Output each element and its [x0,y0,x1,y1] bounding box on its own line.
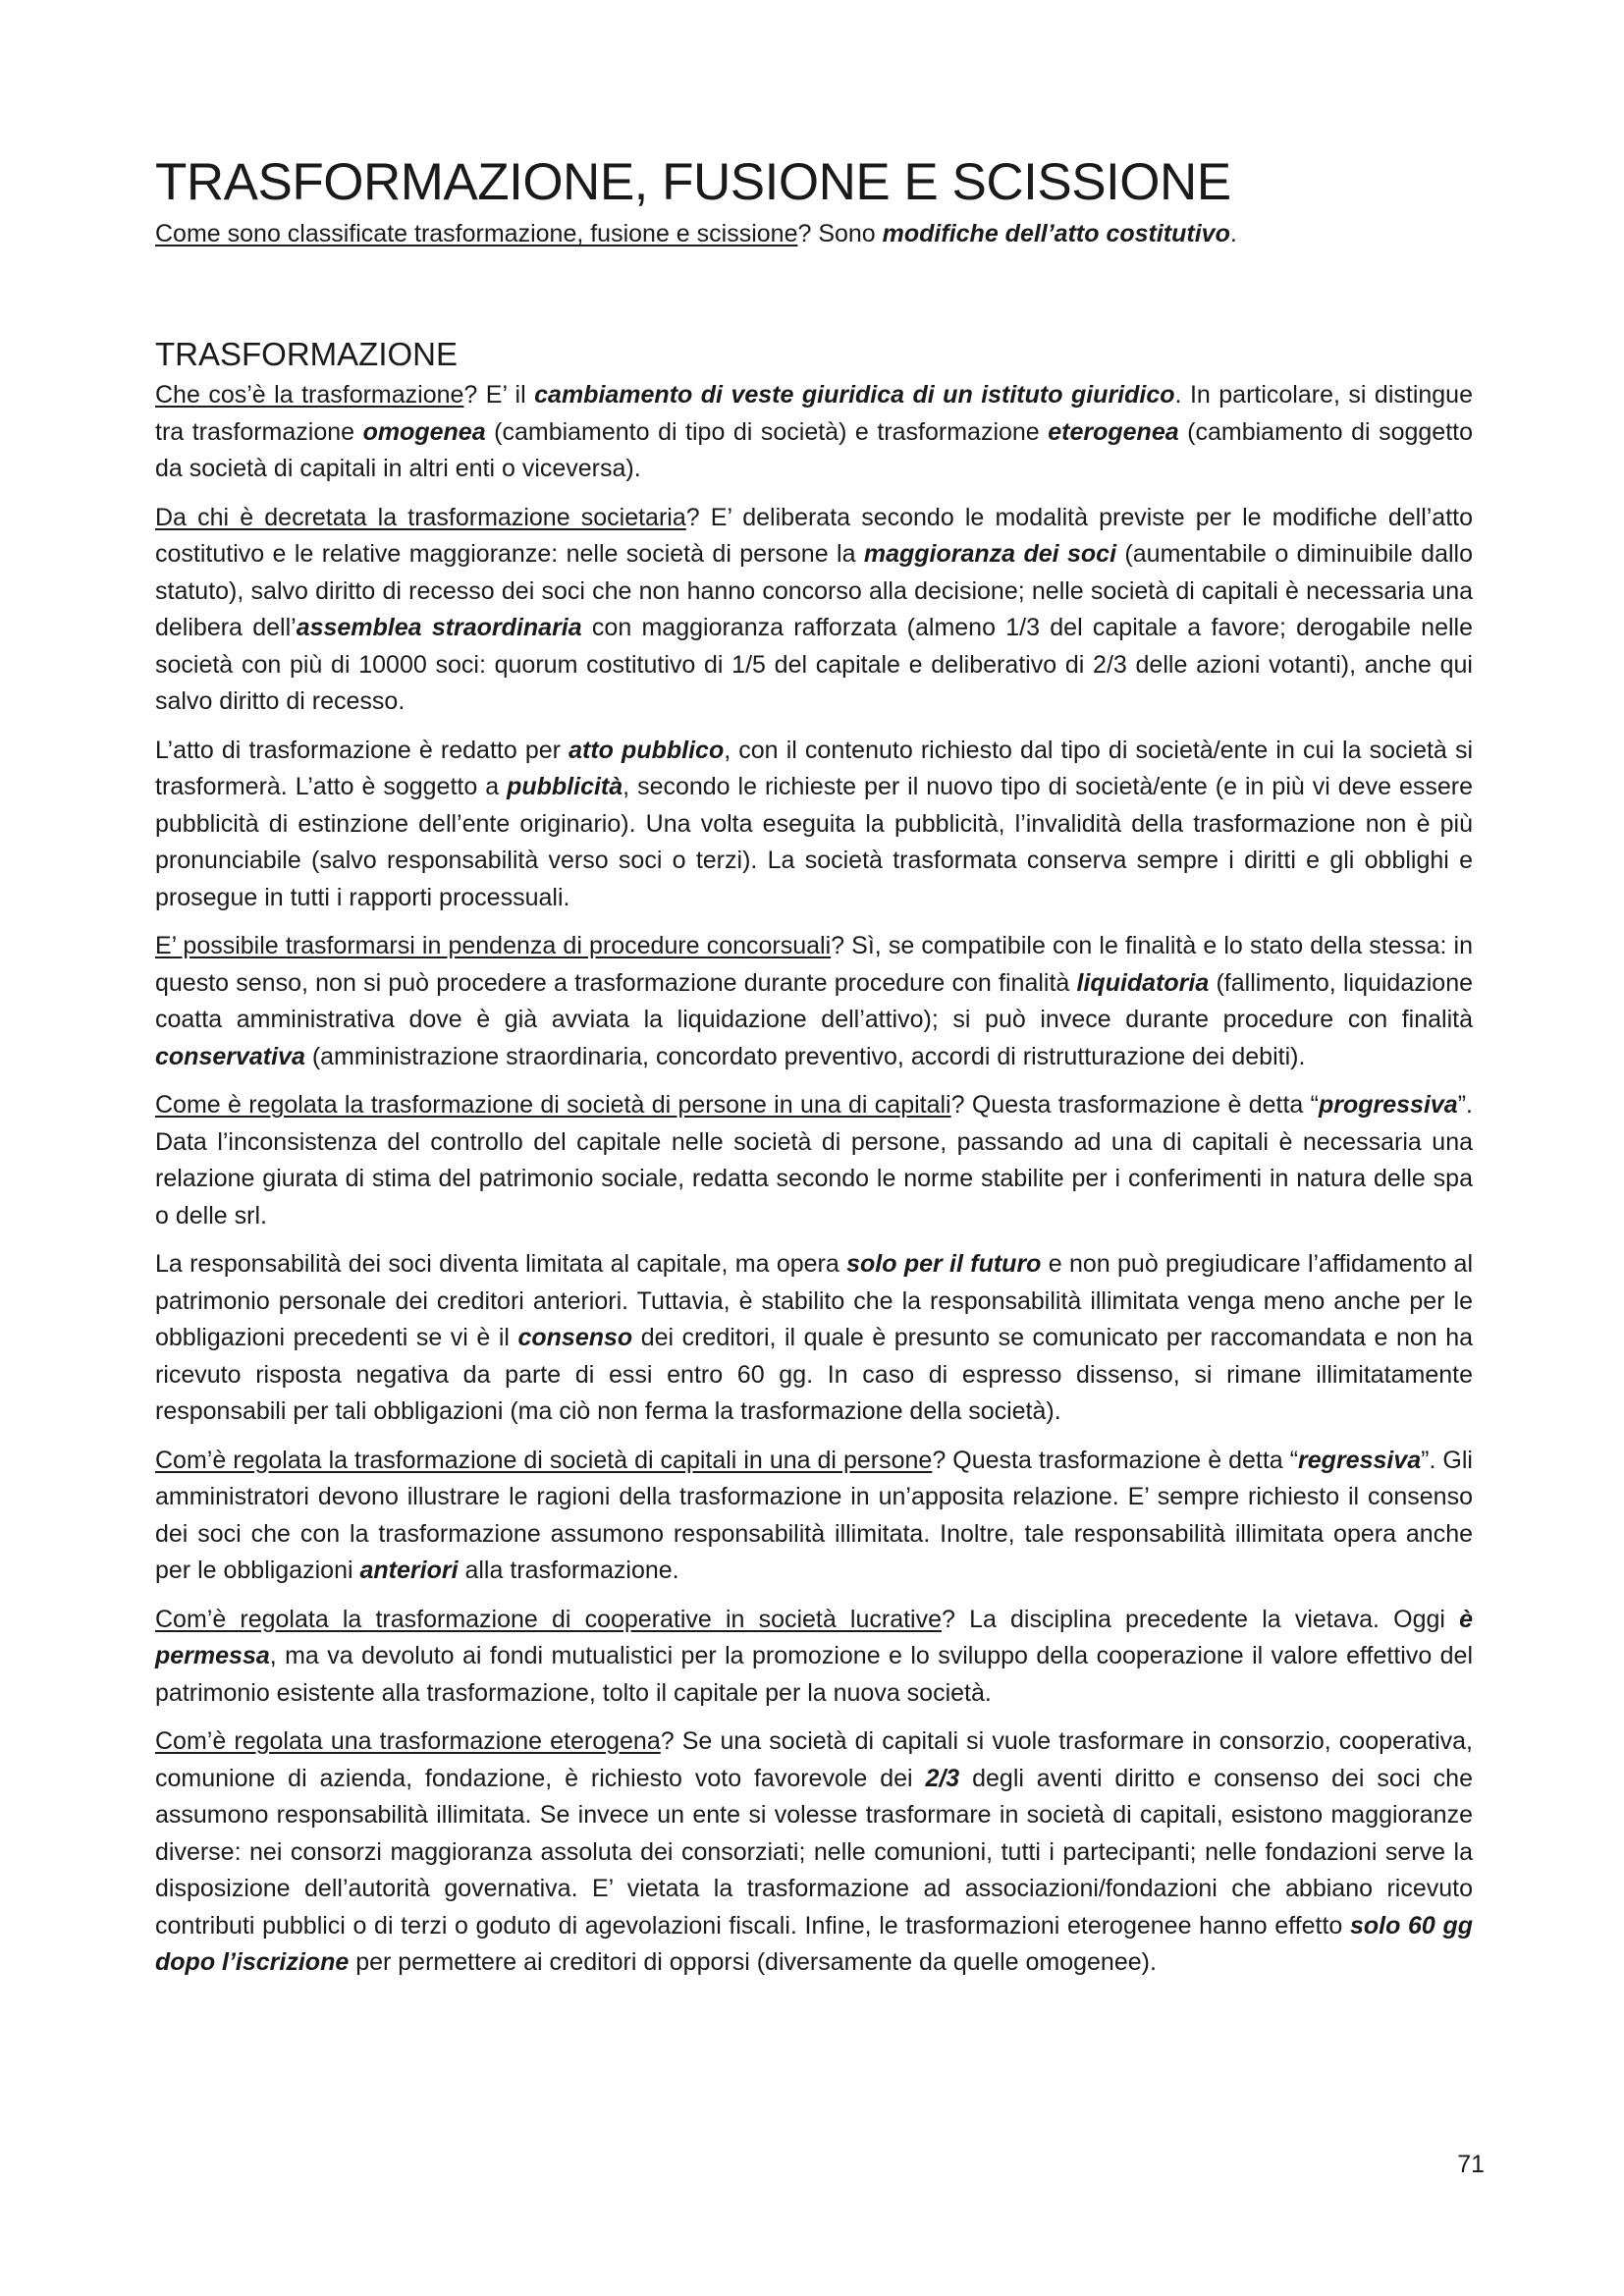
text: per permettere ai creditori di opporsi (diversamente da quelle omogenee). [349,1948,1157,1976]
text: degli aventi diritto e consenso dei soci che assumono responsabilità illimitata. Se invece un ente si volesse trasformare in società di capitali, esistono maggioranze diverse: nei consorzi maggioranza assoluta dei consorziati; nelle comunioni, tutti i partecipanti; nelle fondazioni serve la disposizione dell’autorità governativa. E’ vietata la trasformazione ad associazioni/fondazioni che abbiano ricevuto contributi pubblici o di terzi o goduto di agevolazioni fiscali. Infine, le trasformazioni eterogenee hanno effetto [155,1764,1473,1940]
text: ? Sì, se compatibile con le finalità e lo stato della stessa: in questo senso, non si può procedere a trasformazione durante procedure con finalità [155,932,1473,997]
text: La responsabilità dei soci diventa limitata al capitale, ma opera [155,1250,847,1278]
question: Com’è regolata la trasformazione di cooperative in società lucrative [155,1605,943,1633]
emphasis: cambiamento di veste giuridica di un istituto giuridico [534,381,1175,409]
text: (aumentabile o diminuibile dallo statuto), salvo diritto di recesso dei soci che non hanno concorso alla decisione; nelle società di capitali è necessaria una delibera dell’ [155,540,1473,641]
question: Com’è regolata una trasformazione eterogena [155,1727,661,1755]
question: Come sono classificate trasformazione, fusione e scissione [155,220,798,247]
question: Da chi è decretata la trasformazione societaria [155,503,686,531]
text: (cambiamento di tipo di società) e trasformazione [485,417,1049,446]
paragraph-insolvency [155,928,1473,1075]
emphasis: consenso [517,1324,633,1351]
emphasis: regressiva [1298,1446,1422,1474]
question: Come è regolata la trasformazione di società di persone in una di capitali [155,1091,951,1119]
emphasis: pubblicità [507,773,623,800]
text: ? Questa trasformazione è detta “ [932,1446,1299,1474]
text: dei creditori, il quale è presunto se comunicato per raccomandata e non ha ricevuto risposta negativa da parte di essi entro 60 gg. In caso di espresso dissenso, si rimane illimitatamente responsabili per tali obbligazioni (ma ciò non ferma la trasformazione della società). [155,1324,1474,1425]
page-title: TRASFORMAZIONE, FUSIONE E SCISSIONE [155,152,1231,211]
emphasis: assemblea straordinaria [296,614,582,641]
text: , con il contenuto richiesto dal tipo di società/ente in cui la società si trasformerà. L’atto è soggetto a [155,736,1474,800]
emphasis: eterogenea [1048,417,1179,446]
emphasis: modifiche dell’atto costitutivo [882,220,1230,247]
emphasis: maggioranza dei soci [863,540,1117,568]
emphasis: 2/3 [925,1764,960,1792]
text: e non può pregiudicare l’affidamento al patrimonio personale dei creditori anteriori. Tuttavia, è stabilito che la responsabilità illimitata venga meno anche per le obbligazioni precedenti se vi è il [155,1250,1474,1351]
emphasis: solo 60 gg dopo l’iscrizione [155,1911,1473,1976]
section-body [155,377,1473,1994]
text: ”. Gli amministratori devono illustrare le ragioni della trasformazione in un’apposita relazione. E’ sempre richiesto il consenso dei soci che con la trasformazione assumono responsabilità illimitata. Inoltre, tale responsabilità illimitata opera anche per le obbligazioni [155,1446,1473,1584]
text: con maggioranza rafforzata (almeno 1/3 del capitale a favore; derogabile nelle società con più di 10000 soci: quorum costitutivo di 1/5 del capitale e deliberativo di 2/3 delle azioni votanti), anche qui salvo diritto di recesso. [155,614,1473,715]
emphasis: conservativa [155,1042,305,1070]
emphasis: è permessa [155,1605,1473,1669]
paragraph-liability [155,1246,1473,1431]
emphasis: liquidatoria [1076,968,1210,997]
intro-paragraph [155,216,1471,252]
paragraph-who-decrees [155,500,1473,721]
text: L’atto di trasformazione è redatto per [155,736,569,764]
paragraph-regressive [155,1443,1473,1590]
emphasis: progressiva [1318,1091,1458,1119]
question: E’ possibile trasformarsi in pendenza di procedure concorsuali [155,932,832,959]
text: . In particolare, si distingue tra trasformazione [155,381,1473,446]
question: Com’è regolata la trasformazione di società di capitali in una di persone [155,1446,933,1474]
section-title: TRASFORMAZIONE [155,336,459,373]
paragraph-cooperatives [155,1602,1473,1713]
text: ? Sono [797,220,883,247]
text: , ma va devoluto ai fondi mutualistici per la promozione e lo sviluppo della cooperazione il valore effettivo del patrimonio esistente alla trasformazione, tolto il capitale per la nuova società. [155,1642,1473,1707]
text: ? E’ deliberata secondo le modalità previste per le modifiche dell’atto costitutivo e le relative maggioranze: nelle società di persone la [155,503,1473,568]
paragraph-deed [155,733,1473,917]
text: ? La disciplina precedente la vietava. Oggi [942,1605,1460,1633]
page-number: 71 [1457,2151,1485,2178]
text: ? E’ il [463,381,535,409]
question: Che cos’è la trasformazione [155,381,464,409]
text: (amministrazione straordinaria, concordato preventivo, accordi di ristrutturazione dei debiti). [304,1042,1306,1070]
paragraph-what-is-transformation [155,377,1473,488]
text: ? Questa trasformazione è detta “ [950,1091,1319,1119]
emphasis: atto pubblico [568,736,725,764]
text: alla trasformazione. [458,1557,679,1584]
text: (cambiamento di soggetto da società di capitali in altri enti o viceversa). [155,417,1473,482]
text: . [1229,220,1237,247]
paragraph-heterogeneous [155,1723,1473,1982]
text: (fallimento, liquidazione coatta amministrativa dove è già avviata la liquidazione dell’attivo); si può invece durante procedure con finalità [155,968,1474,1033]
text: ? Se una società di capitali si vuole trasformare in consorzio, cooperativa, comunione di azienda, fondazione, è richiesto voto favorevole dei [155,1727,1473,1792]
emphasis: solo per il futuro [846,1250,1042,1278]
paragraph-progressive [155,1087,1473,1234]
emphasis: omogenea [362,417,486,446]
text: ”. Data l’inconsistenza del controllo del capitale nelle società di persone, passando ad una di capitali è necessaria una relazione giurata di stima del patrimonio sociale, redatta secondo le norme stabilite per i conferimenti in natura delle spa o delle srl. [155,1091,1473,1230]
text: , secondo le richieste per il nuovo tipo di società/ente (e in più vi deve essere pubblicità di estinzione dell’ente originario). Una volta eseguita la pubblicità, l’invalidità della trasformazione non è più pronunciabile (salvo responsabilità verso soci o terzi). La società trasformata conserva sempre i diritti e gli obblighi e prosegue in tutti i rapporti processuali. [155,773,1473,911]
emphasis: anteriori [359,1557,459,1584]
